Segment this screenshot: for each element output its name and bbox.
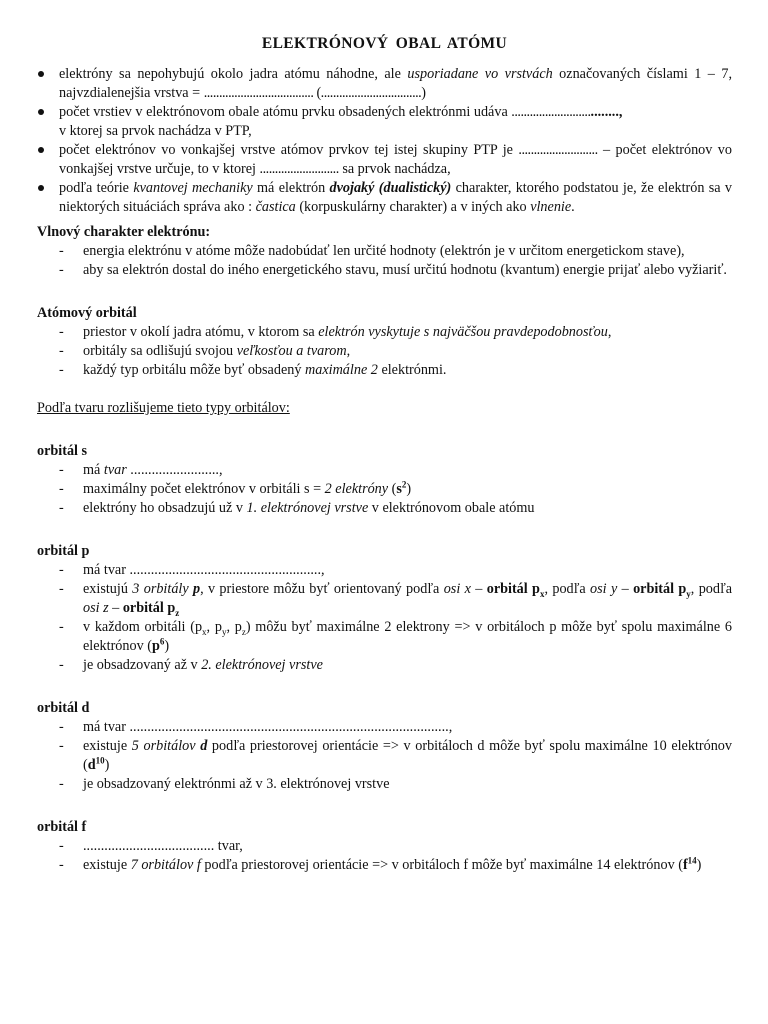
orbital-heading: Atómový orbitál [37,305,137,321]
orbital-f-heading: orbitál f [37,819,87,835]
orbital-s-list [37,461,732,518]
orbital-list [37,323,732,380]
orbital-s-heading: orbitál s [37,443,88,459]
list-item: - ..................................... tvar, [37,837,732,856]
list-item: - je obsadzovaný elektrónmi až v 3. elektrónovej vrstve [37,775,732,794]
orbital-d-list [37,718,732,794]
list-item: - energia elektrónu v atóme môže nadobúdať len určité hodnoty (elektrón je v určitom energetickom stave), [37,242,732,261]
intro-bullet-list [37,65,732,217]
list-item: - má tvar ........................., [37,461,732,480]
orbital-p-heading: orbitál p [37,543,90,559]
orbital-types-heading: Podľa tvaru rozlišujeme tieto typy orbitálov: [37,400,290,416]
list-item: - existuje 7 orbitálov f podľa priestorovej orientácie => v orbitáloch f môže byť maximálne 14 elektrónov $(f^{14})$ [37,856,732,875]
list-item: - je obsadzovaný až v 2. elektrónovej vrstve [37,656,732,675]
orbital-d-heading: orbitál d [37,700,90,716]
list-item: - maximálny počet elektrónov v orbitáli s = 2 elektróny $(s^2)$ [37,480,732,499]
list-item: - aby sa elektrón dostal do iného energetického stavu, musí určitú hodnotu (kvantum) energie prijať alebo vyžiariť. [37,261,732,280]
page-title: ELEKTRÓNOVÝ OBAL ATÓMU [261,35,508,52]
list-item: - priestor v okolí jadra atómu, v ktorom sa elektrón vyskytuje s najväčšou pravdepodobnosťou, [37,323,732,342]
orbital-f-list [37,837,732,875]
list-item: - má tvar .........................................................................................., [37,718,732,737]
list-item: - má tvar ......................................................, [37,561,732,580]
orbital-p-list [37,561,732,675]
list-item: počet vrstiev v elektrónovom obale atómu prvku obsadených elektrónmi udáva .................................., v ktorej sa prvok nachádza v PTP, [37,103,732,141]
document-page [37,34,732,875]
list-item: - existuje 5 orbitálov d podľa priestorovej orientácie => v orbitáloch d môže byť spolu maximálne 10 elektrónov $(d^{10})$ [37,737,732,775]
list-item: - existujú 3 orbitály p, v priestore môžu byť orientovaný podľa osi x – orbitál $p_x$, podľa osi y – orbitál $p_y$, podľa osi z – orbitál $p_z$ [37,580,732,618]
list-item: - každý typ orbitálu môže byť obsadený maximálne 2 elektrónmi. [37,361,732,380]
wave-list [37,242,732,280]
list-item: - orbitály sa odlišujú svojou veľkosťou a tvarom, [37,342,732,361]
list-item: počet elektrónov vo vonkajšej vrstve atómov prvkov tej istej skupiny PTP je .......................... – počet elektrónov vo vonkajšej vrstve určuje, to v ktorej .......................... sa prvok nachádza, [37,141,732,179]
list-item: - v každom orbitáli ($p_x$, $p_y$, $p_z$) môžu byť maximálne 2 elektrony => v orbitáloch p môže byť spolu maximálne 6 elektrónov $(p^6)$ [37,618,732,656]
list-item: podľa teórie kvantovej mechaniky má elektrón dvojaký (dualistický) charakter, ktorého podstatou je, že elektrón sa v niektorých situáciách správa ako : častica (korpuskulárny charakter) a v iných ako vlnenie. [37,179,732,217]
wave-heading: Vlnový charakter elektrónu: [37,224,211,240]
list-item: elektróny sa nepohybujú okolo jadra atómu náhodne, ale usporiadane vo vrstvách označovaných číslami 1 – 7, najvzdialenejšia vrstva = .................................... (.................................) [37,65,732,103]
list-item: - elektróny ho obsadzujú už v 1. elektrónovej vrstve v elektrónovom obale atómu [37,499,732,518]
